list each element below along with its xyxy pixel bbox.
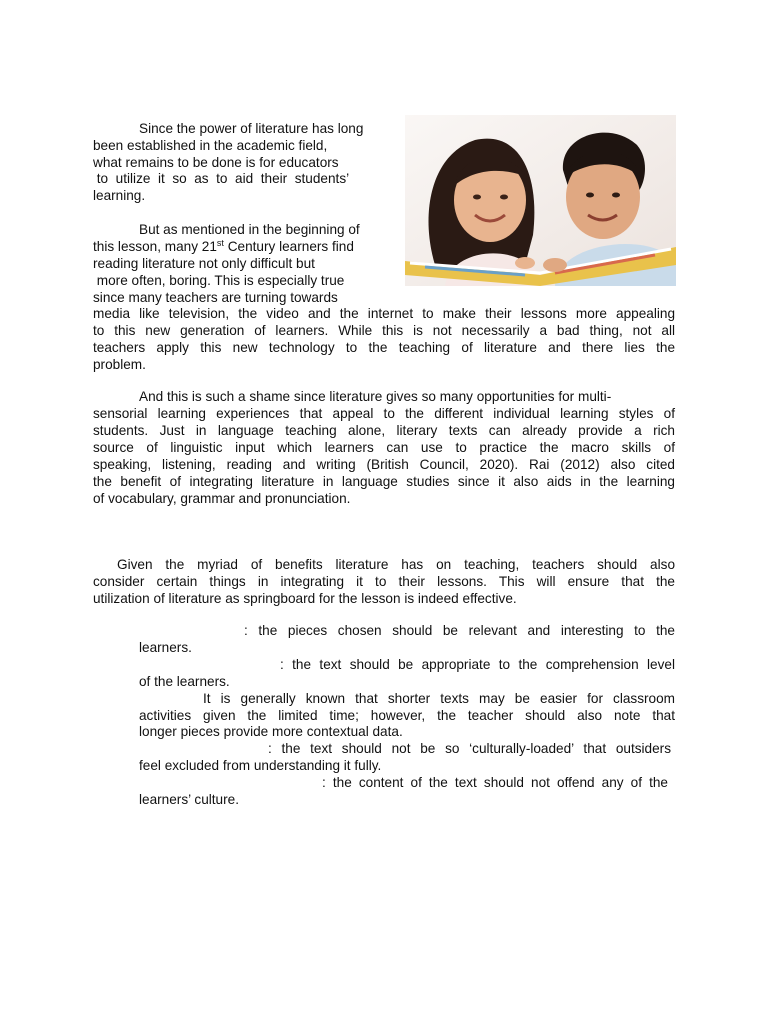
- text-line: It is generally known that shorter texts may be easier for classroom: [203, 691, 675, 706]
- text-line: learning.: [93, 188, 146, 203]
- text-line: reading literature not only difficult but: [93, 256, 315, 271]
- text-line: : the content of the text should not offend any of the: [322, 775, 668, 790]
- text-line: longer pieces provide more contextual data.: [139, 724, 403, 739]
- ordinal-superscript: st: [216, 238, 224, 248]
- text-line: utilization of literature as springboard for the lesson is indeed effective.: [93, 591, 517, 606]
- text-line: And this is such a shame since literature gives so many opportunities for multi-: [139, 389, 612, 404]
- text-line: activities given the limited time; however, the teacher should also note that: [139, 708, 675, 723]
- text-line: Since the power of literature has long: [139, 121, 364, 136]
- text-line: source of linguistic input which learners can use to practice the macro skills of: [93, 440, 675, 455]
- text-line: learners.: [139, 640, 192, 655]
- text-line: feel excluded from understanding it fully.: [139, 758, 382, 773]
- text-line: to utilize it so as to aid their students’: [93, 171, 350, 186]
- text-line: But as mentioned in the beginning of: [139, 222, 360, 237]
- text-line: sensorial learning experiences that appeal to the different individual learning styles of: [93, 406, 675, 421]
- text-line: media like television, the video and the internet to make their lessons more appealing: [93, 306, 675, 321]
- text-line: : the pieces chosen should be relevant and interesting to the: [244, 623, 675, 638]
- children-reading-book-photo: [405, 115, 676, 286]
- children-reading-illustration: [405, 115, 676, 286]
- text-line: problem.: [93, 357, 146, 372]
- text-line: teachers apply this new technology to the teaching of literature and there lies the: [93, 340, 675, 355]
- text-line: Given the myriad of benefits literature has on teaching, teachers should also: [117, 557, 675, 572]
- text-line: students. Just in language teaching alone, literary texts can already provide a rich: [93, 423, 675, 438]
- text-line: the benefit of integrating literature in language studies since it also aids in the learning: [93, 474, 675, 489]
- text-line: of vocabulary, grammar and pronunciation.: [93, 491, 351, 506]
- text-line: what remains to be done is for educators: [93, 155, 339, 170]
- text-line: learners’ culture.: [139, 792, 239, 807]
- text-line: of the learners.: [139, 674, 230, 689]
- text-line: [93, 238, 354, 255]
- text-line: been established in the academic field,: [93, 138, 328, 153]
- text-segment: this lesson, many 21: [93, 239, 217, 254]
- text-line: : the text should be appropriate to the comprehension level: [280, 657, 675, 672]
- text-line: speaking, listening, reading and writing (British Council, 2020). Rai (2012) also cited: [93, 457, 675, 472]
- text-segment: Century learners find: [223, 239, 354, 254]
- text-line: since many teachers are turning towards: [93, 290, 338, 305]
- text-line: more often, boring. This is especially true: [93, 273, 345, 288]
- text-line: consider certain things in integrating it to their lessons. This will ensure that the: [93, 574, 675, 589]
- text-line: to this new generation of learners. While this is not necessarily a bad thing, not all: [93, 323, 675, 338]
- text-line: : the text should not be so ‘culturally-loaded’ that outsiders: [268, 741, 671, 756]
